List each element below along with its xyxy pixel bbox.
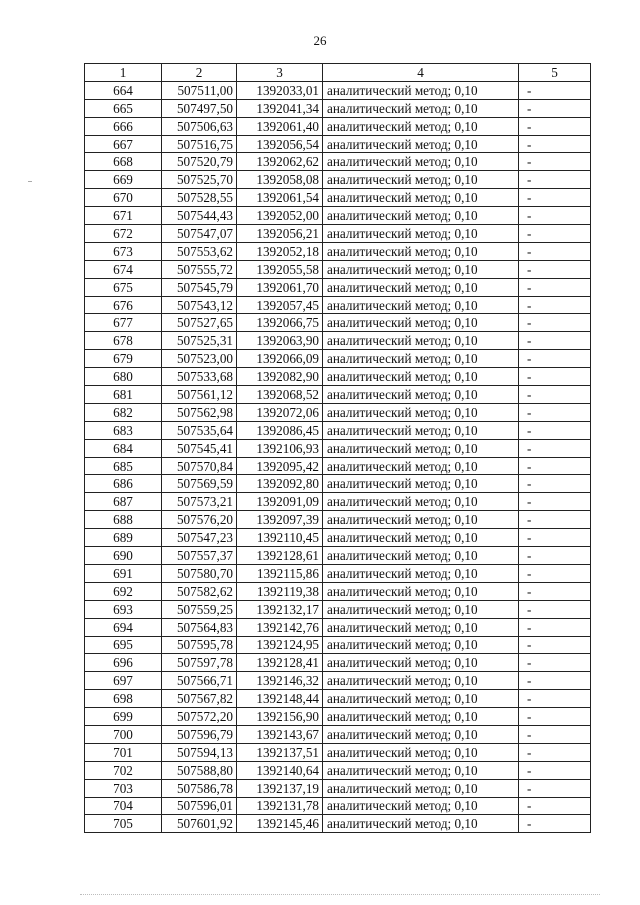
- method-accuracy-cell: аналитический метод; 0,10: [323, 135, 519, 153]
- y-coordinate-cell: 1392115,86: [237, 564, 323, 582]
- x-coordinate-cell: 507533,68: [162, 368, 237, 386]
- y-coordinate-cell: 1392068,52: [237, 386, 323, 404]
- y-coordinate-cell: 1392082,90: [237, 368, 323, 386]
- method-accuracy-cell: аналитический метод; 0,10: [323, 403, 519, 421]
- table-row: [85, 475, 591, 493]
- x-coordinate-cell: 507596,79: [162, 725, 237, 743]
- x-coordinate-cell: 507567,82: [162, 690, 237, 708]
- x-coordinate-cell: 507596,01: [162, 797, 237, 815]
- note-cell: -: [519, 350, 591, 368]
- y-coordinate-cell: 1392057,45: [237, 296, 323, 314]
- point-number-cell: 677: [85, 314, 162, 332]
- y-coordinate-cell: 1392052,18: [237, 242, 323, 260]
- point-number-cell: 702: [85, 761, 162, 779]
- note-cell: -: [519, 725, 591, 743]
- point-number-cell: 684: [85, 439, 162, 457]
- table-row: [85, 636, 591, 654]
- method-accuracy-cell: аналитический метод; 0,10: [323, 815, 519, 833]
- method-accuracy-cell: аналитический метод; 0,10: [323, 296, 519, 314]
- x-coordinate-cell: 507561,12: [162, 386, 237, 404]
- y-coordinate-cell: 1392056,21: [237, 225, 323, 243]
- note-cell: -: [519, 564, 591, 582]
- note-cell: -: [519, 547, 591, 565]
- header-col-1: 1: [85, 64, 162, 82]
- note-cell: -: [519, 421, 591, 439]
- x-coordinate-cell: 507553,62: [162, 242, 237, 260]
- point-number-cell: 688: [85, 511, 162, 529]
- note-cell: -: [519, 690, 591, 708]
- method-accuracy-cell: аналитический метод; 0,10: [323, 242, 519, 260]
- point-number-cell: 685: [85, 457, 162, 475]
- scan-artifact: [28, 181, 32, 182]
- table-row: [85, 493, 591, 511]
- point-number-cell: 697: [85, 672, 162, 690]
- table-header: [85, 64, 591, 82]
- point-number-cell: 683: [85, 421, 162, 439]
- note-cell: -: [519, 439, 591, 457]
- y-coordinate-cell: 1392052,00: [237, 207, 323, 225]
- x-coordinate-cell: 507580,70: [162, 564, 237, 582]
- y-coordinate-cell: 1392041,34: [237, 99, 323, 117]
- note-cell: -: [519, 743, 591, 761]
- point-number-cell: 665: [85, 99, 162, 117]
- y-coordinate-cell: 1392142,76: [237, 618, 323, 636]
- x-coordinate-cell: 507557,37: [162, 547, 237, 565]
- point-number-cell: 682: [85, 403, 162, 421]
- table-row: [85, 708, 591, 726]
- table-row: [85, 582, 591, 600]
- method-accuracy-cell: аналитический метод; 0,10: [323, 475, 519, 493]
- y-coordinate-cell: 1392146,32: [237, 672, 323, 690]
- note-cell: -: [519, 779, 591, 797]
- method-accuracy-cell: аналитический метод; 0,10: [323, 564, 519, 582]
- x-coordinate-cell: 507523,00: [162, 350, 237, 368]
- table-row: [85, 260, 591, 278]
- page-number: 26: [313, 33, 327, 48]
- x-coordinate-cell: 507562,98: [162, 403, 237, 421]
- point-number-cell: 671: [85, 207, 162, 225]
- method-accuracy-cell: аналитический метод; 0,10: [323, 189, 519, 207]
- method-accuracy-cell: аналитический метод; 0,10: [323, 260, 519, 278]
- table-row: [85, 189, 591, 207]
- table-row: [85, 242, 591, 260]
- x-coordinate-cell: 507564,83: [162, 618, 237, 636]
- note-cell: -: [519, 761, 591, 779]
- coordinates-table-container: [84, 63, 590, 833]
- y-coordinate-cell: 1392137,19: [237, 779, 323, 797]
- table-row: [85, 296, 591, 314]
- x-coordinate-cell: 507570,84: [162, 457, 237, 475]
- x-coordinate-cell: 507569,59: [162, 475, 237, 493]
- method-accuracy-cell: аналитический метод; 0,10: [323, 207, 519, 225]
- scan-footer-noise: [80, 894, 600, 899]
- y-coordinate-cell: 1392156,90: [237, 708, 323, 726]
- y-coordinate-cell: 1392095,42: [237, 457, 323, 475]
- method-accuracy-cell: аналитический метод; 0,10: [323, 797, 519, 815]
- coordinates-table: [84, 63, 591, 833]
- note-cell: -: [519, 81, 591, 99]
- table-row: [85, 81, 591, 99]
- x-coordinate-cell: 507555,72: [162, 260, 237, 278]
- method-accuracy-cell: аналитический метод; 0,10: [323, 672, 519, 690]
- method-accuracy-cell: аналитический метод; 0,10: [323, 708, 519, 726]
- x-coordinate-cell: 507601,92: [162, 815, 237, 833]
- y-coordinate-cell: 1392066,09: [237, 350, 323, 368]
- x-coordinate-cell: 507525,31: [162, 332, 237, 350]
- note-cell: -: [519, 403, 591, 421]
- note-cell: -: [519, 386, 591, 404]
- table-row: [85, 153, 591, 171]
- method-accuracy-cell: аналитический метод; 0,10: [323, 171, 519, 189]
- method-accuracy-cell: аналитический метод; 0,10: [323, 511, 519, 529]
- method-accuracy-cell: аналитический метод; 0,10: [323, 350, 519, 368]
- method-accuracy-cell: аналитический метод; 0,10: [323, 654, 519, 672]
- table-row: [85, 171, 591, 189]
- method-accuracy-cell: аналитический метод; 0,10: [323, 153, 519, 171]
- note-cell: -: [519, 225, 591, 243]
- y-coordinate-cell: 1392092,80: [237, 475, 323, 493]
- note-cell: -: [519, 296, 591, 314]
- method-accuracy-cell: аналитический метод; 0,10: [323, 779, 519, 797]
- x-coordinate-cell: 507543,12: [162, 296, 237, 314]
- note-cell: -: [519, 529, 591, 547]
- method-accuracy-cell: аналитический метод; 0,10: [323, 457, 519, 475]
- table-row: [85, 457, 591, 475]
- table-row: [85, 386, 591, 404]
- point-number-cell: 680: [85, 368, 162, 386]
- x-coordinate-cell: 507572,20: [162, 708, 237, 726]
- y-coordinate-cell: 1392056,54: [237, 135, 323, 153]
- point-number-cell: 701: [85, 743, 162, 761]
- point-number-cell: 672: [85, 225, 162, 243]
- x-coordinate-cell: 507535,64: [162, 421, 237, 439]
- x-coordinate-cell: 507547,07: [162, 225, 237, 243]
- header-col-4: 4: [323, 64, 519, 82]
- method-accuracy-cell: аналитический метод; 0,10: [323, 225, 519, 243]
- y-coordinate-cell: 1392091,09: [237, 493, 323, 511]
- y-coordinate-cell: 1392055,58: [237, 260, 323, 278]
- y-coordinate-cell: 1392131,78: [237, 797, 323, 815]
- header-col-3: 3: [237, 64, 323, 82]
- y-coordinate-cell: 1392072,06: [237, 403, 323, 421]
- x-coordinate-cell: 507566,71: [162, 672, 237, 690]
- method-accuracy-cell: аналитический метод; 0,10: [323, 368, 519, 386]
- method-accuracy-cell: аналитический метод; 0,10: [323, 421, 519, 439]
- table-row: [85, 564, 591, 582]
- point-number-cell: 698: [85, 690, 162, 708]
- note-cell: -: [519, 368, 591, 386]
- method-accuracy-cell: аналитический метод; 0,10: [323, 99, 519, 117]
- header-row: [85, 64, 591, 82]
- note-cell: -: [519, 654, 591, 672]
- point-number-cell: 700: [85, 725, 162, 743]
- table-row: [85, 547, 591, 565]
- method-accuracy-cell: аналитический метод; 0,10: [323, 529, 519, 547]
- x-coordinate-cell: 507597,78: [162, 654, 237, 672]
- table-row: [85, 600, 591, 618]
- point-number-cell: 696: [85, 654, 162, 672]
- point-number-cell: 689: [85, 529, 162, 547]
- table-row: [85, 529, 591, 547]
- y-coordinate-cell: 1392145,46: [237, 815, 323, 833]
- y-coordinate-cell: 1392061,54: [237, 189, 323, 207]
- point-number-cell: 695: [85, 636, 162, 654]
- point-number-cell: 704: [85, 797, 162, 815]
- note-cell: -: [519, 672, 591, 690]
- table-row: [85, 207, 591, 225]
- table-row: [85, 618, 591, 636]
- header-col-2: 2: [162, 64, 237, 82]
- x-coordinate-cell: 507545,79: [162, 278, 237, 296]
- y-coordinate-cell: 1392148,44: [237, 690, 323, 708]
- point-number-cell: 679: [85, 350, 162, 368]
- y-coordinate-cell: 1392061,40: [237, 117, 323, 135]
- point-number-cell: 694: [85, 618, 162, 636]
- method-accuracy-cell: аналитический метод; 0,10: [323, 314, 519, 332]
- x-coordinate-cell: 507516,75: [162, 135, 237, 153]
- y-coordinate-cell: 1392132,17: [237, 600, 323, 618]
- method-accuracy-cell: аналитический метод; 0,10: [323, 743, 519, 761]
- point-number-cell: 673: [85, 242, 162, 260]
- x-coordinate-cell: 507545,41: [162, 439, 237, 457]
- note-cell: -: [519, 171, 591, 189]
- x-coordinate-cell: 507506,63: [162, 117, 237, 135]
- table-row: [85, 368, 591, 386]
- method-accuracy-cell: аналитический метод; 0,10: [323, 332, 519, 350]
- point-number-cell: 670: [85, 189, 162, 207]
- y-coordinate-cell: 1392119,38: [237, 582, 323, 600]
- x-coordinate-cell: 507586,78: [162, 779, 237, 797]
- y-coordinate-cell: 1392086,45: [237, 421, 323, 439]
- y-coordinate-cell: 1392061,70: [237, 278, 323, 296]
- table-row: [85, 314, 591, 332]
- note-cell: -: [519, 189, 591, 207]
- table-row: [85, 797, 591, 815]
- y-coordinate-cell: 1392110,45: [237, 529, 323, 547]
- note-cell: -: [519, 511, 591, 529]
- header-col-5: 5: [519, 64, 591, 82]
- note-cell: -: [519, 278, 591, 296]
- point-number-cell: 705: [85, 815, 162, 833]
- point-number-cell: 681: [85, 386, 162, 404]
- method-accuracy-cell: аналитический метод; 0,10: [323, 761, 519, 779]
- note-cell: -: [519, 708, 591, 726]
- method-accuracy-cell: аналитический метод; 0,10: [323, 725, 519, 743]
- table-row: [85, 421, 591, 439]
- point-number-cell: 692: [85, 582, 162, 600]
- table-body: [85, 81, 591, 832]
- table-row: [85, 743, 591, 761]
- x-coordinate-cell: 507595,78: [162, 636, 237, 654]
- note-cell: -: [519, 618, 591, 636]
- note-cell: -: [519, 475, 591, 493]
- table-row: [85, 725, 591, 743]
- y-coordinate-cell: 1392063,90: [237, 332, 323, 350]
- x-coordinate-cell: 507497,50: [162, 99, 237, 117]
- x-coordinate-cell: 507527,65: [162, 314, 237, 332]
- point-number-cell: 676: [85, 296, 162, 314]
- point-number-cell: 693: [85, 600, 162, 618]
- point-number-cell: 668: [85, 153, 162, 171]
- table-row: [85, 690, 591, 708]
- point-number-cell: 691: [85, 564, 162, 582]
- point-number-cell: 690: [85, 547, 162, 565]
- table-row: [85, 761, 591, 779]
- point-number-cell: 669: [85, 171, 162, 189]
- note-cell: -: [519, 493, 591, 511]
- x-coordinate-cell: 507582,62: [162, 582, 237, 600]
- table-row: [85, 278, 591, 296]
- note-cell: -: [519, 260, 591, 278]
- method-accuracy-cell: аналитический метод; 0,10: [323, 493, 519, 511]
- point-number-cell: 666: [85, 117, 162, 135]
- y-coordinate-cell: 1392124,95: [237, 636, 323, 654]
- y-coordinate-cell: 1392058,08: [237, 171, 323, 189]
- note-cell: -: [519, 582, 591, 600]
- table-row: [85, 332, 591, 350]
- y-coordinate-cell: 1392062,62: [237, 153, 323, 171]
- y-coordinate-cell: 1392140,64: [237, 761, 323, 779]
- note-cell: -: [519, 153, 591, 171]
- note-cell: -: [519, 314, 591, 332]
- table-row: [85, 135, 591, 153]
- note-cell: -: [519, 207, 591, 225]
- table-row: [85, 779, 591, 797]
- y-coordinate-cell: 1392137,51: [237, 743, 323, 761]
- method-accuracy-cell: аналитический метод; 0,10: [323, 386, 519, 404]
- table-row: [85, 815, 591, 833]
- x-coordinate-cell: 507544,43: [162, 207, 237, 225]
- x-coordinate-cell: 507559,25: [162, 600, 237, 618]
- point-number-cell: 664: [85, 81, 162, 99]
- method-accuracy-cell: аналитический метод; 0,10: [323, 278, 519, 296]
- note-cell: -: [519, 117, 591, 135]
- point-number-cell: 667: [85, 135, 162, 153]
- table-row: [85, 99, 591, 117]
- point-number-cell: 678: [85, 332, 162, 350]
- x-coordinate-cell: 507576,20: [162, 511, 237, 529]
- y-coordinate-cell: 1392128,61: [237, 547, 323, 565]
- x-coordinate-cell: 507588,80: [162, 761, 237, 779]
- x-coordinate-cell: 507520,79: [162, 153, 237, 171]
- method-accuracy-cell: аналитический метод; 0,10: [323, 547, 519, 565]
- note-cell: -: [519, 457, 591, 475]
- note-cell: -: [519, 135, 591, 153]
- y-coordinate-cell: 1392106,93: [237, 439, 323, 457]
- method-accuracy-cell: аналитический метод; 0,10: [323, 690, 519, 708]
- note-cell: -: [519, 815, 591, 833]
- y-coordinate-cell: 1392128,41: [237, 654, 323, 672]
- note-cell: -: [519, 600, 591, 618]
- x-coordinate-cell: 507573,21: [162, 493, 237, 511]
- x-coordinate-cell: 507525,70: [162, 171, 237, 189]
- y-coordinate-cell: 1392033,01: [237, 81, 323, 99]
- x-coordinate-cell: 507547,23: [162, 529, 237, 547]
- method-accuracy-cell: аналитический метод; 0,10: [323, 439, 519, 457]
- note-cell: -: [519, 99, 591, 117]
- method-accuracy-cell: аналитический метод; 0,10: [323, 618, 519, 636]
- method-accuracy-cell: аналитический метод; 0,10: [323, 582, 519, 600]
- method-accuracy-cell: аналитический метод; 0,10: [323, 81, 519, 99]
- method-accuracy-cell: аналитический метод; 0,10: [323, 117, 519, 135]
- table-row: [85, 654, 591, 672]
- y-coordinate-cell: 1392143,67: [237, 725, 323, 743]
- x-coordinate-cell: 507594,13: [162, 743, 237, 761]
- y-coordinate-cell: 1392066,75: [237, 314, 323, 332]
- x-coordinate-cell: 507528,55: [162, 189, 237, 207]
- table-row: [85, 672, 591, 690]
- note-cell: -: [519, 242, 591, 260]
- note-cell: -: [519, 797, 591, 815]
- method-accuracy-cell: аналитический метод; 0,10: [323, 600, 519, 618]
- note-cell: -: [519, 636, 591, 654]
- table-row: [85, 511, 591, 529]
- point-number-cell: 675: [85, 278, 162, 296]
- table-row: [85, 117, 591, 135]
- note-cell: -: [519, 332, 591, 350]
- point-number-cell: 686: [85, 475, 162, 493]
- point-number-cell: 703: [85, 779, 162, 797]
- table-row: [85, 350, 591, 368]
- point-number-cell: 674: [85, 260, 162, 278]
- method-accuracy-cell: аналитический метод; 0,10: [323, 636, 519, 654]
- point-number-cell: 687: [85, 493, 162, 511]
- x-coordinate-cell: 507511,00: [162, 81, 237, 99]
- point-number-cell: 699: [85, 708, 162, 726]
- table-row: [85, 403, 591, 421]
- table-row: [85, 439, 591, 457]
- y-coordinate-cell: 1392097,39: [237, 511, 323, 529]
- table-row: [85, 225, 591, 243]
